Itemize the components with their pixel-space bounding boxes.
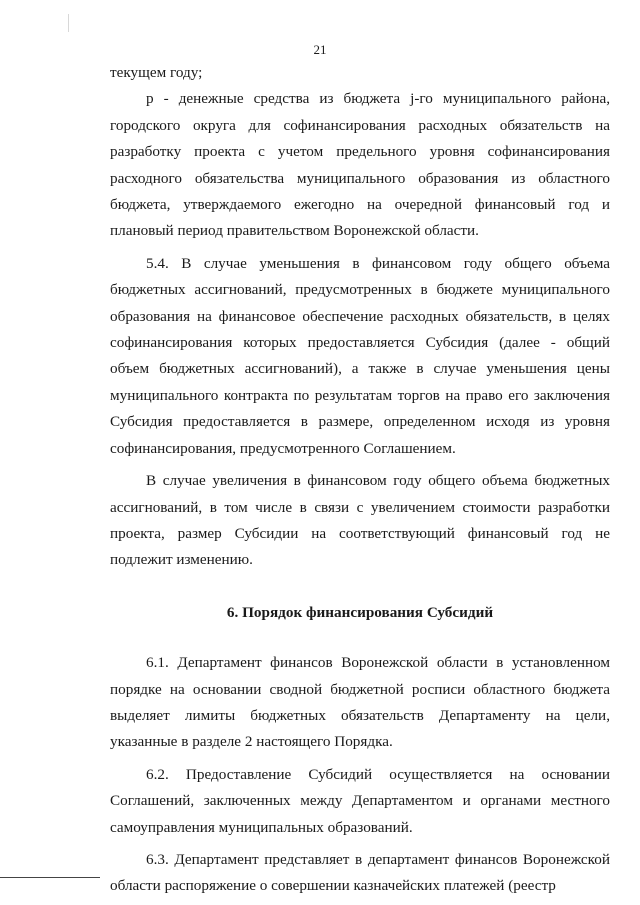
paragraph-5-4: 5.4. В случае уменьшения в финансовом году общего объема бюджетных ассигнований, предусмотренных в бюджете муниципального образования на финансовое обеспечение расходных обязательств, в целях софинансирования которых предоставляется Субсидия (далее - общий объем бюджетных ассигнований), а также в случае уменьшения цены муниципального контракта по результатам торгов на право его заключения Субсидия предоставляется в размере, определенном исходя из уровня софинансирования, предусмотренного Соглашением. bbox=[110, 254, 610, 457]
paragraph-6-2: 6.2. Предоставление Субсидий осуществляется на основании Соглашений, заключенных между Департаментом и органами местного самоуправления муниципальных образований. bbox=[110, 765, 610, 836]
footnote-separator bbox=[0, 877, 100, 878]
paragraph-6-3: 6.3. Департамент представляет в департамент финансов Воронежской области распоряжение о совершении казначейских платежей (реестр bbox=[110, 850, 610, 895]
document-body bbox=[110, 60, 610, 900]
section-heading: 6. Порядок финансирования Субсидий bbox=[226, 603, 494, 621]
paragraph-6-1: 6.1. Департамент финансов Воронежской области в установленном порядке на основании сводной бюджетной росписи областного бюджета выделяет лимиты бюджетных обязательств Департаменту на цели, указанные в разделе 2 настоящего Порядка. bbox=[110, 654, 610, 751]
paragraph-increase-case: В случае увеличения в финансовом году общего объема бюджетных ассигнований, в том числе в связи с увеличением стоимости разработки проекта, размер Субсидии на соответствующий финансовый год не подлежит изменению. bbox=[110, 472, 610, 569]
paragraph-p-definition: p - денежные средства из бюджета j-го муниципального района, городского округа для софинансирования расходных обязательств на разработку проекта с учетом предельного уровня софинансирования расходного обязательства муниципального образования из областного бюджета, утверждаемого ежегодно на очередной финансовый год и плановый период правительством Воронежской области. bbox=[110, 90, 610, 240]
page-number: 21 bbox=[313, 42, 327, 57]
scan-artifact bbox=[68, 14, 69, 32]
paragraph-continuation: текущем году; bbox=[110, 64, 203, 81]
